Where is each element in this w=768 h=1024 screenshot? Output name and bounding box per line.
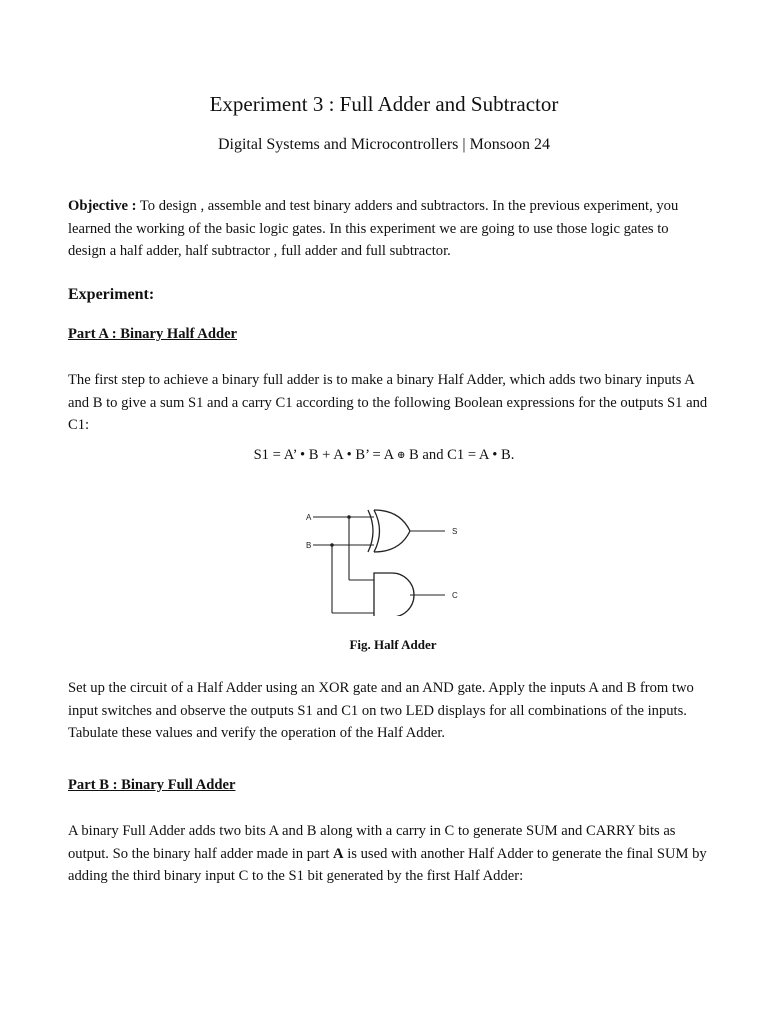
page-subtitle: Digital Systems and Microcontrollers | Monsoon 24 xyxy=(217,136,551,153)
output-s-label: S xyxy=(452,527,458,536)
part-b-paragraph xyxy=(68,820,708,888)
figure-caption: Fig. Half Adder xyxy=(349,637,437,652)
page-title: Experiment 3 : Full Adder and Subtractor xyxy=(209,92,559,116)
output-c-label: C xyxy=(452,591,458,600)
part-a-instructions: Set up the circuit of a Half Adder using an XOR gate and an AND gate. Apply the inputs A and B from two input switches and observe the outputs S1 and C1 on two LED displays for all combinations of the inputs. Tabulate these values and verify the operation of the Half Adder. xyxy=(68,680,694,741)
part-b-text-after: is used with another Half Adder to generate the final SUM by adding the third binary input C to the S1 bit generated by the first Half Adder: xyxy=(68,845,707,884)
part-b-heading: Part B : Binary Full Adder xyxy=(68,777,236,793)
part-a-heading: Part A : Binary Half Adder xyxy=(68,326,238,342)
xor-symbol: ⊕ xyxy=(397,450,406,461)
part-b-text-before: A binary Full Adder adds two bits A and B along with a carry in C to generate SUM and CARRY bits as output. So the binary half adder made in part xyxy=(68,823,676,862)
part-b-text-bold: A xyxy=(333,845,344,862)
objective-paragraph xyxy=(68,195,708,263)
part-a-intro: The first step to achieve a binary full adder is to make a binary Half Adder, which adds two binary inputs A and B to give a sum S1 and a carry C1 according to the following Boolean expressions for the outputs S1 and C1: xyxy=(68,372,708,433)
input-a-label: A xyxy=(306,513,312,522)
input-b-label: B xyxy=(306,541,312,550)
xor-gate-icon xyxy=(368,510,410,552)
formula-left: S1 = A’ • B + A • B’ = A xyxy=(253,447,398,463)
half-adder-circuit-diagram xyxy=(300,503,470,616)
half-adder-formula xyxy=(0,447,768,464)
objective-label: Objective : xyxy=(68,198,137,214)
and-gate-icon xyxy=(374,573,414,616)
experiment-heading: Experiment: xyxy=(68,286,155,303)
objective-text: To design , assemble and test binary adders and subtractors. In the previous experiment, you learned the working of the basic logic gates. In this experiment we are going to use those logic gates to design a half adder, half subtractor , full adder and full subtractor. xyxy=(68,198,679,259)
formula-right: B and C1 = A • B. xyxy=(405,447,515,463)
